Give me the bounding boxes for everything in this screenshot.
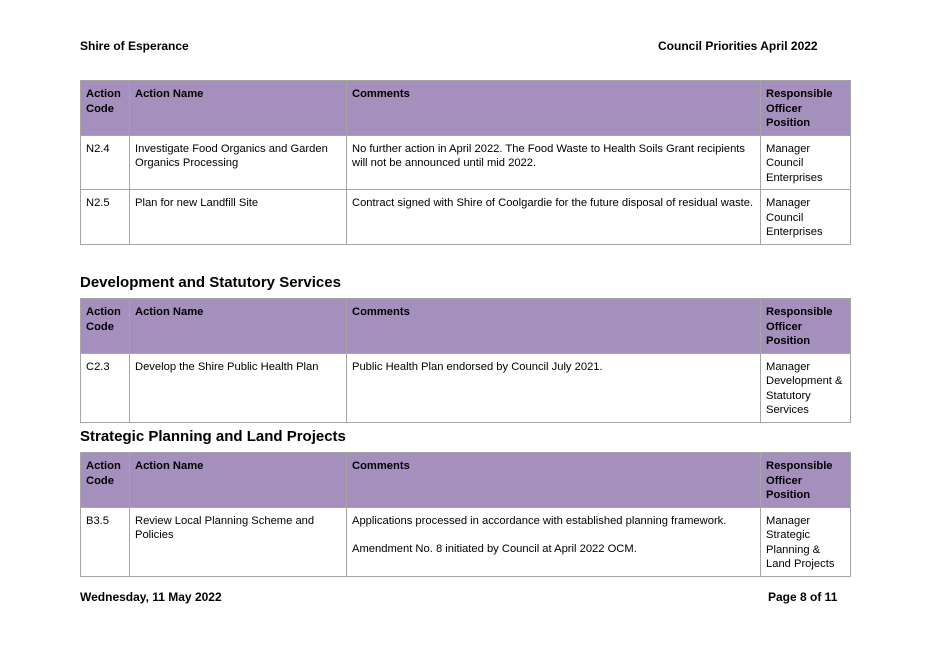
comment-paragraph: No further action in April 2022. The Food Waste to Health Soils Grant recipients will not be announced until mid 2022. <box>352 142 746 169</box>
table-row <box>81 190 851 245</box>
col-header-comments: Comments <box>347 453 761 508</box>
actions-table-council-enterprises <box>80 80 851 245</box>
table-row <box>81 507 851 576</box>
responsible-officer-cell: Manager Council Enterprises <box>761 135 851 190</box>
action-code-cell: N2.4 <box>81 135 130 190</box>
comment-paragraph: Contract signed with Shire of Coolgardie for the future disposal of residual waste. <box>352 197 754 209</box>
comment-paragraph: Applications processed in accordance with established planning framework. <box>352 514 727 527</box>
col-header-action-name: Action Name <box>130 299 347 354</box>
section-title-strategic-planning: Strategic Planning and Land Projects <box>80 428 346 445</box>
col-header-action-name: Action Name <box>130 81 347 136</box>
actions-table-strategic-planning <box>80 452 851 577</box>
responsible-officer-cell: Manager Development & Statutory Services <box>761 353 851 422</box>
col-header-responsible-officer: Responsible Officer Position <box>761 299 851 354</box>
footer-date: Wednesday, 11 May 2022 <box>80 590 222 604</box>
comment-spacer <box>352 528 755 542</box>
action-code-cell: N2.5 <box>81 190 130 245</box>
action-name-cell: Investigate Food Organics and Garden Organics Processing <box>130 135 347 190</box>
header-organisation: Shire of Esperance <box>80 39 189 53</box>
col-header-action-code: Action Code <box>81 81 130 136</box>
col-header-action-name: Action Name <box>130 453 347 508</box>
action-name-cell: Review Local Planning Scheme and Policies <box>130 507 347 576</box>
action-code-cell: B3.5 <box>81 507 130 576</box>
col-header-action-code: Action Code <box>81 299 130 354</box>
comments-cell <box>347 507 761 576</box>
col-header-action-code: Action Code <box>81 453 130 508</box>
action-code-cell: C2.3 <box>81 353 130 422</box>
col-header-comments: Comments <box>347 81 761 136</box>
action-name-cell: Plan for new Landfill Site <box>130 190 347 245</box>
col-header-responsible-officer: Responsible Officer Position <box>761 81 851 136</box>
col-header-responsible-officer: Responsible Officer Position <box>761 453 851 508</box>
responsible-officer-cell: Manager Council Enterprises <box>761 190 851 245</box>
comments-cell <box>347 135 761 190</box>
actions-table-development-statutory <box>80 298 851 423</box>
section-title-development-statutory: Development and Statutory Services <box>80 274 341 291</box>
comments-cell <box>347 353 761 422</box>
header-document-title: Council Priorities April 2022 <box>658 39 818 53</box>
responsible-officer-cell: Manager Strategic Planning & Land Projects <box>761 507 851 576</box>
comment-paragraph: Public Health Plan endorsed by Council July 2021. <box>352 360 603 373</box>
footer-page-number: Page 8 of 11 <box>768 590 838 604</box>
comment-paragraph: Amendment No. 8 initiated by Council at April 2022 OCM. <box>352 543 637 555</box>
action-name-cell: Develop the Shire Public Health Plan <box>130 353 347 422</box>
table-row <box>81 353 851 422</box>
comments-cell <box>347 190 761 245</box>
col-header-comments: Comments <box>347 299 761 354</box>
table-row <box>81 135 851 190</box>
